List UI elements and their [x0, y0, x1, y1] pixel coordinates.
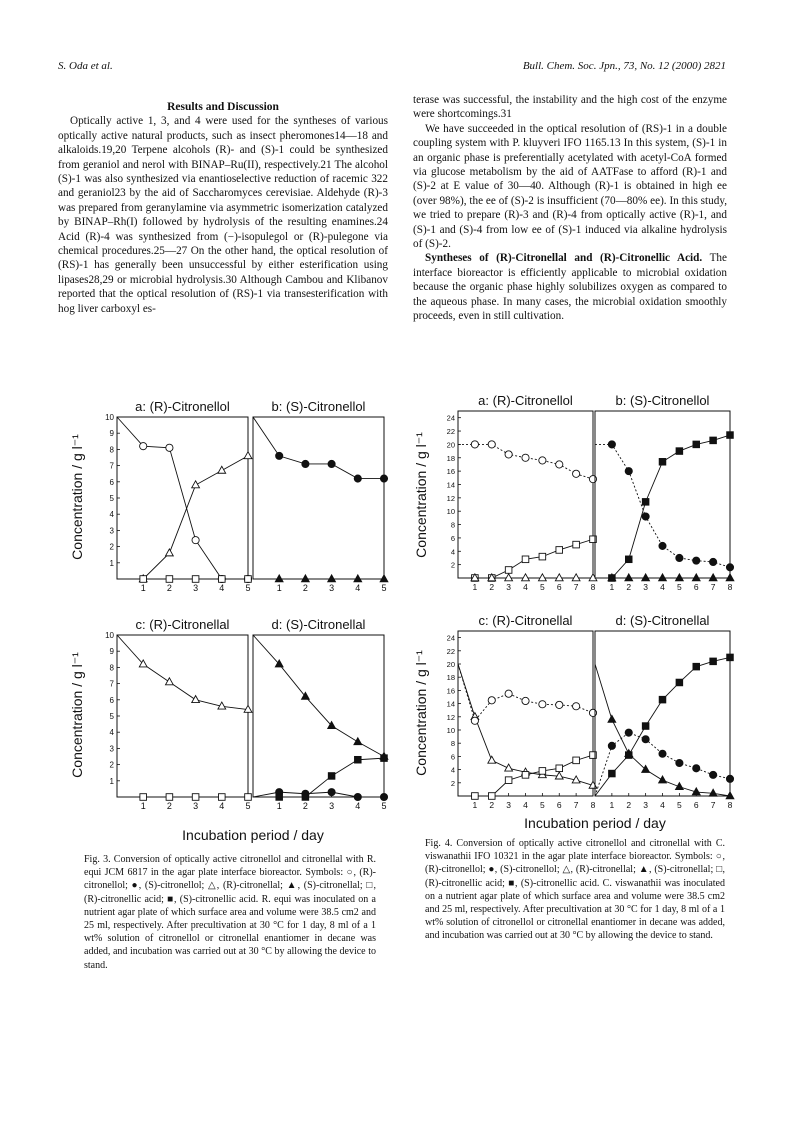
x-tick-label: 8	[727, 582, 733, 592]
y-tick-label: 10	[105, 413, 114, 422]
data-point	[381, 755, 388, 762]
data-point	[676, 679, 683, 686]
y-tick-label: 12	[446, 712, 455, 722]
data-point	[354, 475, 361, 482]
data-point	[522, 574, 530, 581]
x-tick-label: 3	[329, 801, 335, 811]
panel-title: a: (R)-Citronellol	[135, 399, 230, 414]
data-point	[573, 703, 580, 710]
y-tick-label: 2	[450, 560, 455, 570]
data-point	[302, 575, 310, 582]
x-tick-label: 3	[193, 801, 199, 811]
data-point	[192, 537, 199, 544]
x-tick-label: 6	[556, 582, 562, 592]
y-tick-label: 8	[450, 739, 455, 749]
x-tick-label: 3	[193, 583, 199, 593]
data-point	[726, 564, 733, 571]
y-tick-label: 4	[450, 765, 455, 775]
data-point	[556, 765, 563, 772]
data-point	[659, 750, 666, 757]
y-tick-label: 24	[446, 413, 455, 423]
x-tick-label: 2	[166, 801, 172, 811]
x-tick-label: 2	[626, 582, 632, 592]
y-tick-label: 9	[109, 647, 114, 657]
data-point	[328, 460, 335, 467]
data-point	[693, 765, 700, 772]
x-tick-label: 6	[693, 582, 699, 592]
x-axis-label: Incubation period / day	[524, 815, 666, 831]
y-tick-label: 24	[446, 633, 455, 643]
data-point	[471, 717, 478, 724]
x-tick-label: 5	[381, 583, 387, 593]
section-title: Results and Discussion	[167, 101, 279, 113]
series-line	[117, 417, 248, 579]
chart-panel	[105, 399, 252, 593]
y-axis-label: Concentration / g l⁻¹	[69, 434, 85, 560]
data-point	[726, 775, 733, 782]
data-point	[693, 441, 700, 448]
data-point	[219, 576, 226, 583]
x-tick-label: 1	[276, 801, 282, 811]
data-point	[522, 772, 529, 779]
x-tick-label: 3	[329, 583, 335, 593]
data-point	[676, 759, 683, 766]
panel-title: d: (S)-Citronellal	[271, 617, 366, 632]
x-tick-label: 1	[140, 583, 146, 593]
y-axis-label: Concentration / g l⁻¹	[413, 650, 429, 776]
x-tick-label: 2	[166, 583, 172, 593]
data-point	[709, 789, 717, 796]
data-point	[642, 736, 649, 743]
data-point	[354, 738, 362, 745]
x-tick-label: 1	[140, 801, 146, 811]
data-point	[522, 697, 529, 704]
data-point	[380, 575, 388, 582]
series-line	[595, 733, 730, 796]
data-point	[693, 663, 700, 670]
figure-4-caption: Fig. 4. Conversion of optically active citronellol and citronellal with C. viswanathii IFO 10321 in the agar plate interface bioreactor. Symbols: ○, (R)-citronellol; ●, (S)-citronellol; △, (R)-citronellal; ▲, (S)-citronellal; □, (R)-citronellic acid; ■, (S)-citronellic acid. C. viswanathii was inoculated on a nutrient agar plate of which surface area and volume were 38.5 cm2 and 25 ml, respectively. After precultivation at 30 °C for 1 day, 8 ml of a 1 wt% solution of citronellol or citronellal enantiomer in decane was added, and incubation was carried out at 30 °C by allowing the device to stand.	[425, 838, 725, 942]
data-point	[166, 444, 173, 451]
y-tick-label: 6	[109, 695, 114, 705]
x-tick-label: 8	[727, 800, 733, 810]
data-point	[676, 448, 683, 455]
paragraph: We have succeeded in the optical resolution of (RS)-1 in a double coupling system with P. kluyveri IFO 1165.13 In this system, (S)-1 in an organic phase is preferentially acetylated with acetyl-CoA formed via glucose metabolism by the aid of AATFase to afford (R)-1 and (S)-2 at E value of 30—40. Although (R)-1 is obtained in high ee (over 98%), the ee of (S)-2 is insufficient (70—80% ee). In this study, we tried to prepare (R)-3 and (R)-4 from optically active (R)-1, and (S)-1 and (S)-4 from low ee of (S)-1 induced via alkaline hydrolysis of (S)-2.	[413, 122, 727, 251]
y-tick-label: 20	[446, 440, 455, 450]
data-point	[488, 793, 495, 800]
data-point	[166, 794, 173, 801]
x-tick-label: 1	[472, 582, 478, 592]
chart-panel	[253, 399, 388, 593]
data-point	[328, 789, 335, 796]
data-point	[192, 481, 200, 488]
y-tick-label: 16	[446, 467, 455, 477]
data-point	[218, 466, 226, 473]
y-tick-label: 2	[109, 542, 114, 552]
y-tick-label: 16	[446, 686, 455, 696]
y-tick-label: 10	[446, 726, 455, 735]
panel-title: d: (S)-Citronellal	[615, 613, 710, 628]
x-tick-label: 7	[710, 800, 716, 810]
data-point	[589, 574, 597, 581]
y-tick-label: 12	[446, 493, 455, 503]
data-point	[471, 441, 478, 448]
x-tick-label: 8	[590, 582, 596, 592]
y-tick-label: 4	[450, 547, 455, 557]
y-tick-label: 3	[109, 744, 114, 754]
data-point	[140, 443, 147, 450]
right-column	[413, 93, 727, 324]
data-point	[302, 460, 309, 467]
data-point	[572, 574, 580, 581]
x-tick-label: 6	[556, 800, 562, 810]
series-line	[117, 456, 248, 579]
data-point	[166, 576, 173, 583]
data-point	[505, 451, 512, 458]
data-point	[555, 574, 563, 581]
y-tick-label: 1	[109, 558, 114, 568]
y-tick-label: 7	[109, 461, 114, 471]
y-axis-label: Concentration / g l⁻¹	[413, 432, 429, 558]
x-tick-label: 7	[573, 800, 579, 810]
x-tick-label: 8	[590, 800, 596, 810]
data-point	[727, 654, 734, 661]
x-tick-label: 5	[540, 800, 545, 810]
x-tick-label: 3	[506, 582, 511, 592]
data-point	[710, 771, 717, 778]
figure-3-caption: Fig. 3. Conversion of optically active citronellol and citronellal with R. equi JCM 6817 in the agar plate interface bioreactor. Symbols: ○, (R)-citronellol; ●, (S)-citronellol; △, (R)-citronellal; ▲, (S)-citronellal; □, (R)-citronellic acid; ■, (S)-citronellic acid. R. equi was inoculated on a nutrient agar plate of which surface area and volume were 38.5 cm2 and 25 ml, respectively. After precultivation at 30 °C for 1 day, 8 ml of a 1 wt% solution of citronellol or citronellal enantiomer in decane was added, and incubation was carried out at 30 °C by allowing the device to stand.	[84, 854, 376, 971]
x-tick-label: 5	[540, 582, 545, 592]
series-line	[595, 435, 730, 578]
y-tick-label: 22	[446, 427, 455, 437]
data-point	[709, 574, 717, 581]
data-point	[659, 696, 666, 703]
data-point	[380, 793, 387, 800]
series-line	[253, 758, 384, 797]
data-point	[589, 476, 596, 483]
y-tick-label: 18	[446, 673, 455, 683]
panel-title: c: (R)-Citronellal	[478, 613, 573, 628]
data-point	[659, 776, 667, 783]
data-point	[726, 574, 734, 581]
y-tick-label: 2	[109, 760, 114, 770]
data-point	[505, 764, 513, 771]
data-point	[539, 457, 546, 464]
data-point	[642, 723, 649, 730]
data-point	[659, 542, 666, 549]
data-point	[192, 794, 199, 801]
y-tick-label: 8	[109, 663, 114, 673]
x-tick-label: 7	[710, 582, 716, 592]
data-point	[675, 574, 683, 581]
data-point	[710, 658, 717, 665]
figure-4	[412, 385, 737, 835]
x-tick-label: 7	[573, 582, 579, 592]
data-point	[488, 697, 495, 704]
data-point	[625, 752, 632, 759]
data-point	[140, 576, 147, 583]
data-point	[276, 794, 283, 801]
y-tick-label: 2	[450, 778, 455, 788]
plot-frame	[253, 417, 384, 579]
data-point	[328, 575, 336, 582]
x-axis-label: Incubation period / day	[182, 827, 324, 843]
y-tick-label: 4	[109, 728, 114, 738]
plot-frame	[458, 411, 593, 578]
series-line	[117, 635, 248, 710]
chart-panel	[447, 613, 597, 810]
x-tick-label: 4	[660, 800, 665, 810]
data-point	[693, 557, 700, 564]
data-point	[472, 793, 479, 800]
data-point	[355, 756, 362, 763]
y-tick-label: 18	[446, 453, 455, 463]
x-tick-label: 1	[472, 800, 478, 810]
data-point	[642, 499, 649, 506]
x-tick-label: 2	[302, 583, 308, 593]
chart-panel	[595, 613, 734, 810]
data-point	[556, 547, 563, 554]
data-point	[245, 794, 252, 801]
plot-frame	[117, 635, 248, 797]
y-tick-label: 5	[109, 712, 114, 721]
x-tick-label: 5	[677, 800, 682, 810]
data-point	[166, 678, 174, 685]
data-point	[522, 556, 529, 563]
plot-frame	[117, 417, 248, 579]
data-point	[192, 576, 199, 583]
data-point	[710, 558, 717, 565]
data-point	[625, 468, 632, 475]
data-point	[642, 574, 650, 581]
y-tick-label: 8	[109, 445, 114, 455]
running-header-journal: Bull. Chem. Soc. Jpn., 73, No. 12 (2000) 2821	[522, 60, 726, 72]
panel-title: c: (R)-Citronellal	[135, 617, 230, 632]
y-tick-label: 5	[109, 494, 114, 503]
x-tick-label: 5	[381, 801, 387, 811]
data-point	[539, 701, 546, 708]
y-tick-label: 9	[109, 429, 114, 439]
data-point	[573, 541, 580, 548]
data-point	[573, 757, 580, 764]
data-point	[573, 470, 580, 477]
y-tick-label: 14	[446, 699, 455, 709]
y-tick-label: 20	[446, 660, 455, 669]
subsection-title: Syntheses of (R)-Citronellal and (R)-Citronellic Acid.	[425, 252, 703, 265]
data-point	[625, 556, 632, 563]
chart-panel	[595, 393, 734, 592]
data-point	[608, 742, 615, 749]
y-tick-label: 22	[446, 646, 455, 656]
y-tick-label: 4	[109, 510, 114, 520]
data-point	[608, 715, 616, 722]
x-tick-label: 2	[489, 800, 495, 810]
data-point	[302, 794, 309, 801]
x-tick-label: 4	[523, 582, 528, 592]
data-point	[505, 567, 512, 574]
data-point	[505, 574, 513, 581]
data-point	[219, 794, 226, 801]
y-tick-label: 10	[105, 631, 114, 640]
data-point	[608, 441, 615, 448]
data-point	[244, 452, 252, 459]
x-tick-label: 4	[523, 800, 528, 810]
y-tick-label: 3	[109, 526, 114, 536]
data-point	[609, 770, 616, 777]
series-line	[458, 664, 593, 721]
left-column	[58, 100, 388, 316]
data-point	[505, 777, 512, 784]
x-tick-label: 4	[219, 583, 225, 593]
data-point	[659, 574, 667, 581]
x-tick-label: 5	[677, 582, 682, 592]
x-tick-label: 1	[609, 582, 615, 592]
data-point	[354, 575, 362, 582]
y-tick-label: 6	[450, 533, 455, 543]
data-point	[727, 432, 734, 439]
y-axis-label: Concentration / g l⁻¹	[69, 652, 85, 778]
data-point	[556, 701, 563, 708]
y-tick-label: 6	[450, 752, 455, 762]
data-point	[556, 461, 563, 468]
data-point	[245, 576, 252, 583]
y-tick-label: 14	[446, 480, 455, 490]
x-tick-label: 4	[355, 801, 361, 811]
plot-frame	[253, 635, 384, 797]
x-tick-label: 1	[609, 800, 615, 810]
series-line	[253, 635, 384, 757]
paragraph: Optically active 1, 3, and 4 were used for the syntheses of various optically active natural products, such as insect pheromones14—18 and alkaloids.19,20 Terpene alcohols (R)- and (S)-1 could be synthesized from geraniol and nerol with BINAP–Ru(II), respectively.21 The alcohol (S)-1 was also synthesized via enantioselective reduction of racemic 322 and geraniol23 by the aid of Saccharomyces cerevisiae. Aldehyde (R)-3 was prepared from geranylamine via asymmetric isomerization catalyzed by BINAP–Rh(I) followed by hydrolysis of the resulting enamines.24 Acid (R)-4 was synthesized from (−)-isopulegol or (R)-pulegone via chemical procedures.25—27 On the other hand, the optical resolution of (RS)-1 has generally been unsuccessful by either esterification using lipases28,29 or microbial hydrolysis.30 Although Cambou and Klibanov reported that the optical resolution of (RS)-1 via transesterification with hog liver carboxyl es-	[58, 115, 388, 315]
x-tick-label: 5	[245, 583, 251, 593]
x-tick-label: 2	[302, 801, 308, 811]
chart-panel	[253, 617, 388, 811]
x-tick-label: 4	[355, 583, 361, 593]
data-point	[625, 729, 632, 736]
x-tick-label: 1	[276, 583, 282, 593]
figure-3	[55, 385, 395, 850]
data-point	[354, 793, 361, 800]
x-tick-label: 3	[506, 800, 511, 810]
paragraph: The interface bioreactor is efficiently applicable to microbial oxidation because the organic phase highly solubilizes oxygen as compared to the aqueous phase. In many cases, the microbial oxidation smoothly proceeds, even in still cultivation.	[413, 252, 727, 323]
data-point	[505, 690, 512, 697]
x-tick-label: 4	[219, 801, 225, 811]
y-tick-label: 6	[109, 477, 114, 487]
chart-panel	[447, 393, 597, 592]
x-tick-label: 4	[660, 582, 665, 592]
x-tick-label: 3	[643, 582, 648, 592]
data-point	[692, 574, 700, 581]
data-point	[328, 773, 335, 780]
y-tick-label: 10	[446, 507, 455, 517]
x-tick-label: 6	[693, 800, 699, 810]
data-point	[538, 574, 546, 581]
x-tick-label: 5	[245, 801, 251, 811]
x-tick-label: 2	[489, 582, 495, 592]
data-point	[488, 441, 495, 448]
x-tick-label: 3	[643, 800, 648, 810]
data-point	[275, 575, 283, 582]
y-tick-label: 7	[109, 679, 114, 689]
data-point	[192, 696, 200, 703]
data-point	[625, 574, 633, 581]
chart-panel	[105, 617, 252, 811]
series-line	[253, 417, 384, 479]
data-point	[166, 549, 174, 556]
data-point	[276, 452, 283, 459]
running-header-authors: S. Oda et al.	[58, 60, 113, 72]
y-tick-label: 8	[450, 520, 455, 530]
data-point	[710, 437, 717, 444]
data-point	[522, 454, 529, 461]
data-point	[555, 772, 563, 779]
data-point	[140, 794, 147, 801]
data-point	[488, 756, 496, 763]
data-point	[539, 553, 546, 560]
plot-frame	[595, 411, 730, 578]
data-point	[676, 554, 683, 561]
paragraph: terase was successful, the instability and the high cost of the enzyme were shortcomings.31	[413, 94, 727, 121]
series-line	[253, 792, 384, 797]
data-point	[589, 709, 596, 716]
panel-title: a: (R)-Citronellol	[478, 393, 573, 408]
data-point	[380, 475, 387, 482]
data-point	[659, 458, 666, 465]
x-tick-label: 2	[626, 800, 632, 810]
data-point	[642, 513, 649, 520]
panel-title: b: (S)-Citronellol	[271, 399, 366, 414]
data-point	[539, 768, 546, 775]
y-tick-label: 1	[109, 776, 114, 786]
panel-title: b: (S)-Citronellol	[615, 393, 710, 408]
